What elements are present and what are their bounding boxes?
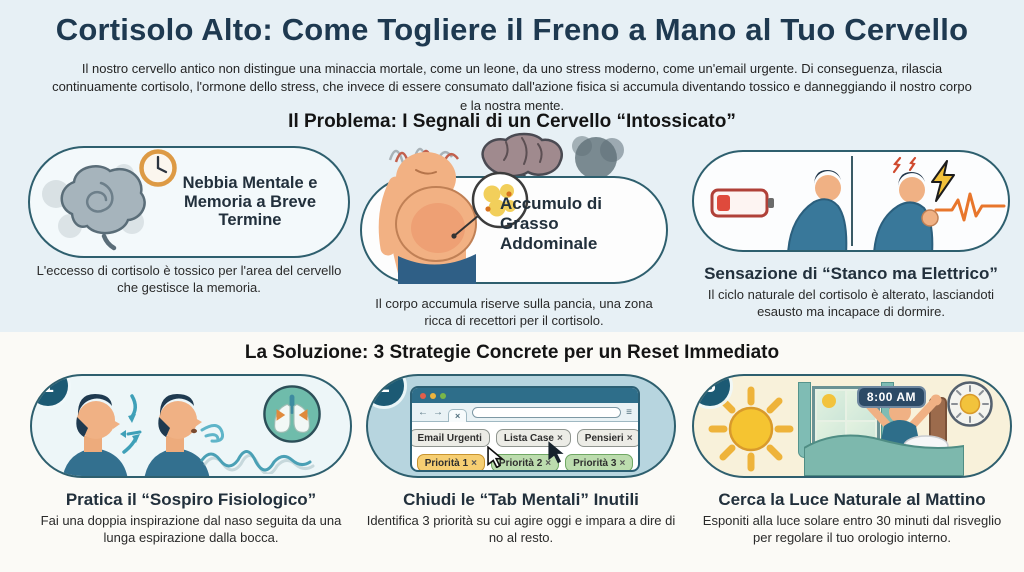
menu-icon: ≡ [626,406,632,418]
solution-section-heading: La Soluzione: 3 Strategie Concrete per un Reset Immediato [244,342,780,363]
problem-panel-3-title: Sensazione di “Stanco ma Elettrico” [704,264,998,283]
close-icon: × [545,457,552,469]
mental-tabs-row-1 [418,429,632,447]
foggy-brain-wrap [40,152,174,252]
browser-content [412,422,638,472]
problem-panel-3-capsule [692,150,1010,252]
problem-panel-1-body: L'eccesso di cortisolo è tossico per l'area del cervello che gestisce la memoria. [36,263,342,295]
problem-panel-mental-fog [28,146,350,297]
forward-arrow-icon: → [433,406,443,418]
solution-step-1 [30,374,352,547]
tag-email-urgenti: Email Urgenti [410,429,490,447]
step-3-number-badge: 3 [692,374,730,406]
slumped-person-icon [778,162,856,252]
cursor-outline-icon [486,446,504,468]
problem-panel-2-capsule [360,176,668,284]
problem-panel-2-body: Il corpo accumula riserve sulla pancia, una zona ricca di recettori per il cortisolo. [375,296,653,328]
close-icon: × [471,457,477,469]
step-3-body: Esponiti alla luce solare entro 30 minuti dal risveglio per regolare il tuo orologio interno. [702,513,1002,545]
window-dot-green-icon [440,393,446,399]
solution-step-2 [366,374,676,547]
tag-priorita-2: Priorità 2 × [491,454,559,472]
tag-priorita-3: Priorità 3 × [565,454,633,472]
close-icon: × [626,432,633,444]
step-3-title: Cerca la Luce Naturale al Mattino [718,490,986,509]
problem-panel-2-title: Accumulo di Grasso Addominale [500,194,603,254]
calm-wave-icon [200,438,340,478]
window-dot-red-icon [420,393,426,399]
tag-lista-case: Lista Case × [496,429,571,447]
sun-clock-dial-icon [946,380,994,433]
window-dot-yellow-icon [430,393,436,399]
browser-navbar [412,403,638,422]
solution-step-3 [692,374,1012,547]
low-battery-icon [710,186,776,225]
problem-panel-1-title: Nebbia Mentale e Memoria a Breve Termine [182,173,318,230]
problem-panel-1-capsule [28,146,350,258]
tag-pensieri: Pensieri × [577,429,640,447]
cursor-filled-icon [546,440,566,464]
panel-divider [851,156,853,246]
browser-titlebar [412,388,638,403]
close-icon: × [556,432,563,444]
close-icon: × [619,457,626,469]
problem-panel-tired-wired [692,150,1010,321]
step-1-number-badge: 1 [30,374,68,406]
browser-tab-close-icon: × [448,409,467,422]
problem-panel-belly-fat [360,130,668,330]
step-1-capsule [30,374,352,478]
ecg-wave-icon [934,192,1006,231]
problem-section-heading: Il Problema: I Segnali di un Cervello “Intossicato” [288,111,736,132]
step-3-capsule [692,374,1012,478]
step-2-body: Identifica 3 priorità su cui agire oggi e impara a dire di no al resto. [366,513,676,545]
inhale-profile-icon [58,390,142,478]
page-subtitle: Il nostro cervello antico non distingue una minaccia mortale, come un leone, da uno stress moderno, come un'email urgente. Di conseguenza, rilascia continuamente cortisolo, l'ormone dello stress, che invece di essere consumato dall'azione fisica si accumula diventando tossico e danneggiando il nostro corpo e la nostra mente. [52,61,972,113]
step-2-title: Chiudi le “Tab Mentali” Inutili [403,490,639,509]
step-1-title: Pratica il “Sospiro Fisiologico” [65,490,317,509]
address-bar [472,407,621,418]
back-arrow-icon: ← [418,406,428,418]
clock-icon [138,148,178,193]
step-2-capsule [366,374,676,478]
tag-priorita-1: Priorità 1 × [417,454,485,472]
step-1-body: Fai una doppia inspirazione dal naso seguita da una lunga espirazione dalla bocca. [40,513,342,545]
step-2-number-badge: 2 [366,374,404,406]
browser-window-illustration [410,386,640,472]
alarm-clock-time: 8:00 AM [857,386,926,408]
problem-panel-3-body: Il ciclo naturale del cortisolo è alterato, lasciandoti esausto ma incapace di dormire. [707,287,995,319]
page-title: Cortisolo Alto: Come Togliere il Freno a Mano al Tuo Cervello [55,12,969,47]
mental-tabs-row-2 [418,454,632,472]
